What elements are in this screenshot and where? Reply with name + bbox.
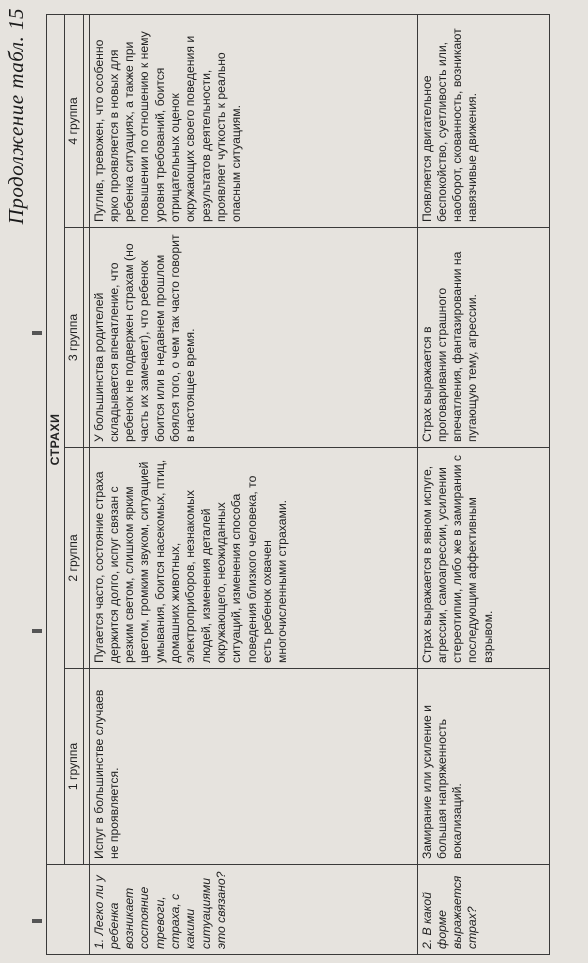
group-4-cell: Появляется двигательное беспокойство, суетливость или, наоборот, скованность, возникают навязчивые движения. bbox=[417, 14, 549, 227]
group-3-cell: Страх выражается в проговаривании страшного впечатления, фантазировании на пугающую тему, агрессии. bbox=[417, 228, 549, 448]
group-4-cell: Пуглив, тревожен, что особенно ярко проявляется в новых для ребенка ситуациях, а также при повышении по отношению к нему уровня требований, боится отрицательных оценок окружающих своего поведения и результатов деятельности, проявляет чуткость к реально опасным ситуациям. bbox=[89, 14, 417, 227]
table-row bbox=[417, 14, 549, 954]
top-edge-mark bbox=[32, 331, 42, 335]
question-cell: 1. Легко ли у ребенка возникает состояние тревоги, страха, с какими ситуациями это связано? bbox=[89, 865, 417, 955]
group-3-cell: У большинства родителей складывается впечатление, что ребенок не подвержен страхам (но часть их замечает), что ребенок боится или в недавнем прошлом боялся того, о чем так часто говорит в настоящее время. bbox=[89, 228, 417, 448]
group-2-cell: Страх выражается в явном испуге, агрессии, самоагрессии, усилении стереотипии, либо же в замирании с последующим аффективным взрывом. bbox=[417, 448, 549, 669]
question-column-header bbox=[47, 865, 90, 955]
group-2-header: 2 группа bbox=[65, 448, 83, 669]
group-1-header: 1 группа bbox=[65, 669, 83, 865]
table-caption: Продолжение табл. 15 bbox=[4, 8, 28, 225]
group-3-header: 3 группа bbox=[65, 228, 83, 448]
category-header: СТРАХИ bbox=[47, 14, 65, 864]
table-row bbox=[89, 14, 417, 954]
group-4-header: 4 группа bbox=[65, 14, 83, 227]
top-edge-mark bbox=[32, 629, 42, 633]
fears-table bbox=[46, 14, 550, 955]
top-edge-mark bbox=[32, 919, 42, 923]
question-cell: 2. В какой форме выражается страх? bbox=[417, 865, 549, 955]
group-1-cell: Испуг в большинстве случаев не проявляется. bbox=[89, 669, 417, 865]
group-2-cell: Пугается часто, состояние страха держится долго, испуг связан с резким светом, слишком ярким цветом, громким звуком, ситуацией умывания, боится насекомых, птиц, домашних животных, электроприборов, незнакомых людей, изменения деталей окружающего, неожиданных ситуаций, изменения способа поведения близкого человека, то есть ребенок охвачен многочисленными страхами. bbox=[89, 448, 417, 669]
group-1-cell: Замирание или усиление и большая напряженность вокализаций. bbox=[417, 669, 549, 865]
